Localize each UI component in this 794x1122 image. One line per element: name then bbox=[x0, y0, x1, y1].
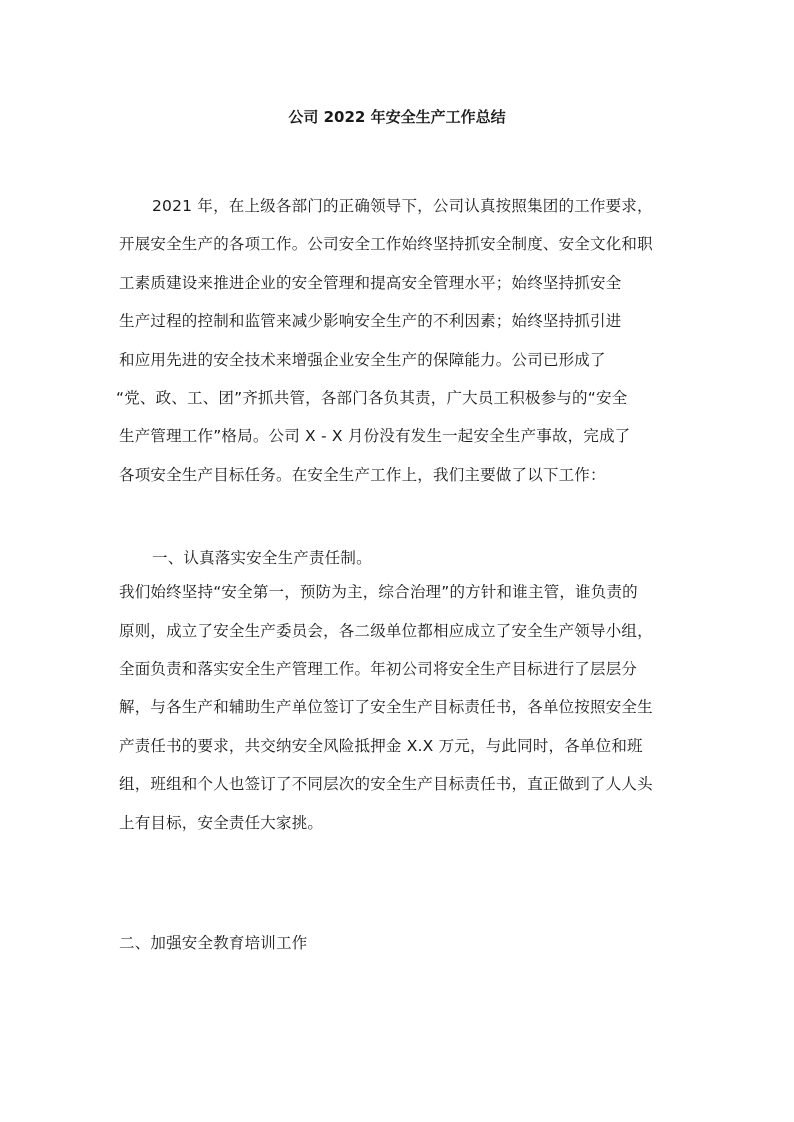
paragraph-line: 开展安全生产的各项工作。公司安全工作始终坚持抓安全制度、安全文化和职 bbox=[119, 235, 653, 253]
section-heading: 二、加强安全教育培训工作 bbox=[119, 934, 308, 952]
document-title: 公司 2022 年安全生产工作总结 bbox=[288, 108, 506, 126]
section-heading: 一、认真落实安全生产责任制。 bbox=[152, 549, 372, 567]
paragraph-line: 我们始终坚持“安全第一，预防为主，综合治理”的方针和谁主管，谁负责的 bbox=[119, 583, 638, 601]
paragraph-line: 全面负责和落实安全生产管理工作。年初公司将安全生产目标进行了层层分 bbox=[119, 660, 638, 678]
paragraph-line: 生产管理工作”格局。公司 X - X 月份没有发生一起安全生产事故，完成了 bbox=[119, 427, 631, 445]
paragraph-line: 产责任书的要求，共交纳安全风险抵押金 X.X 万元，与此同时，各单位和班 bbox=[119, 737, 643, 755]
paragraph-line: 和应用先进的安全技术来增强企业安全生产的保障能力。公司已形成了 bbox=[119, 351, 606, 369]
paragraph-line: 上有目标，安全责任大家挑。 bbox=[119, 814, 324, 832]
paragraph-line: 2021 年，在上级各部门的正确领导下，公司认真按照集团的工作要求， bbox=[152, 197, 653, 215]
paragraph-line: “党、政、工、团”齐抓共管，各部门各负其责，广大员工积极参与的“安全 bbox=[116, 389, 628, 407]
paragraph-line: 各项安全生产目标任务。在安全生产工作上，我们主要做了以下工作： bbox=[119, 466, 606, 484]
paragraph-line: 组，班组和个人也签订了不同层次的安全生产目标责任书，直正做到了人人头 bbox=[119, 775, 653, 793]
paragraph-line: 原则，成立了安全生产委员会，各二级单位都相应成立了安全生产领导小组， bbox=[119, 622, 653, 640]
paragraph-line: 解，与各生产和辅助生产单位签订了安全生产目标责任书，各单位按照安全生 bbox=[119, 698, 653, 716]
paragraph-line: 生产过程的控制和监管来减少影响安全生产的不利因素；始终坚持抓引进 bbox=[119, 312, 622, 330]
paragraph-line: 工素质建设来推进企业的安全管理和提高安全管理水平；始终坚持抓安全 bbox=[119, 274, 622, 292]
